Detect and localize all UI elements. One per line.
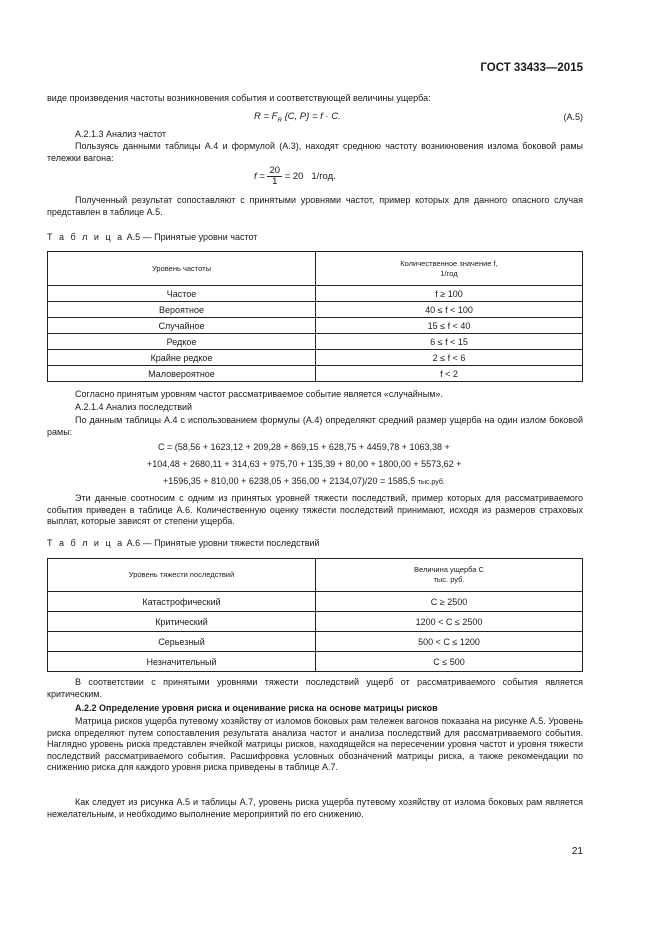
section-heading-a22: А.2.2 Определение уровня риска и оценивание риска на основе матрицы рисков: [75, 703, 438, 713]
table-row: Случайное: [48, 318, 316, 334]
standard-header: ГОСТ 33433—2015: [480, 62, 583, 74]
table-a5-header-level: Уровень частоты: [48, 252, 316, 286]
table-a5-caption: Т а б л и ц а А.5 — Принятые уровни частот: [47, 232, 258, 242]
table-row: 1200 < C ≤ 2500: [316, 612, 583, 632]
table-row: f ≥ 100: [316, 286, 583, 302]
formula-frequency: f = $\frac{20}{1}$ = 20 1/год.: [254, 165, 336, 187]
table-row: C ≥ 2500: [316, 592, 583, 612]
paragraph-a214-2: Эти данные соотносим с одним из принятых уровней тяжести последствий, пример которых для рассматриваемого события приведен в таблице А.6. Количественную оценку тяжести последствий принимают, исходя из размеров страховых выплат, которые зависят от степени ущерба.: [47, 493, 583, 527]
table-row: Редкое: [48, 334, 316, 350]
damage-calc-line-1: C = (58,56 + 1623,12 + 209,28 + 869,15 + 628,75 + 4459,78 + 1063,38 +: [158, 442, 450, 452]
paragraph-a22-1: Матрица рисков ущерба путевому хозяйству от изломов боковых рам тележек вагонов показана на рисунке А.5. Уровень риска определяют путем сопоставления результата анализа частот и анализа последствий для рассматриваемого события. Наглядно уровень риска представлен ячейкой матрицы рисков, находящейся на пересечении уровня частот и уровня тяжести последствий рассматриваемого события. Расшифровка условных обозначений матрицы риска, а также рекомендации по снижению риска для каждого уровня риска приведены в таблице А.7.: [47, 716, 583, 773]
table-row: Серьезный: [48, 632, 316, 652]
table-row: 6 ≤ f < 15: [316, 334, 583, 350]
table-row: Незначительный: [48, 652, 316, 672]
table-a6-header-value: Величина ущерба C тыс. руб.: [316, 559, 583, 592]
table-a5-header-value: Количественное значение f, 1/год: [316, 252, 583, 286]
table-row: Частое: [48, 286, 316, 302]
damage-calc-line-3: +1596,35 + 810,00 + 6238,05 + 356,00 + 2134,07)/20 = 1585,5 тыс.руб.: [163, 476, 445, 486]
table-row: Вероятное: [48, 302, 316, 318]
paragraph-a22-2: Как следует из рисунка А.5 и таблицы А.7, уровень риска ущерба путевому хозяйству от излома боковых рам является нежелательным, и необходимо выполнение мероприятий по его снижению.: [47, 797, 583, 819]
table-row: Крайне редкое: [48, 350, 316, 366]
table-row: 500 < C ≤ 1200: [316, 632, 583, 652]
paragraph-a214-1: По данным таблицы А.4 с использованием формулы (А.4) определяют средний размер ущерба на один излом боковой рамы:: [47, 415, 583, 437]
table-row: 40 ≤ f < 100: [316, 302, 583, 318]
formula-a5: $R = F_R$ {C, P} = f · C.: [254, 111, 341, 124]
damage-calc-line-2: +104,48 + 2680,11 + 314,63 + 975,70 + 135,39 + 80,00 + 1800,00 + 5573,62 +: [147, 459, 462, 469]
formula-a5-number: (А.5): [563, 112, 583, 122]
table-row: 15 ≤ f < 40: [316, 318, 583, 334]
page-number: 21: [571, 846, 583, 857]
section-heading-a213: А.2.1.3 Анализ частот: [75, 129, 167, 139]
table-row: C ≤ 500: [316, 652, 583, 672]
table-a6: [47, 558, 583, 672]
table-row: Маловероятное: [48, 366, 316, 382]
table-a6-header-level: Уровень тяжести последствий: [48, 559, 316, 592]
paragraph-a213-2: Полученный результат сопоставляют с принятыми уровнями частот, пример которых для данного опасного случая представлен в таблице А.5.: [47, 195, 583, 217]
intro-text: виде произведения частоты возникновения события и соответствующей величины ущерба:: [47, 93, 431, 103]
paragraph-a213-1: Пользуясь данными таблицы А.4 и формулой (А.3), находят среднюю частоту возникновения излома боковой рамы тележки вагона:: [47, 141, 583, 163]
paragraph-after-a6: В соответствии с принятыми уровнями тяжести последствий ущерб от рассматриваемого события является критическим.: [47, 677, 583, 699]
paragraph-after-a5: Согласно принятым уровням частот рассматриваемое событие является «случайным».: [75, 389, 443, 399]
table-a6-caption: Т а б л и ц а А.6 — Принятые уровни тяжести последствий: [47, 538, 320, 548]
table-row: Критический: [48, 612, 316, 632]
table-row: 2 ≤ f < 6: [316, 350, 583, 366]
section-heading-a214: А.2.1.4 Анализ последствий: [75, 402, 193, 412]
table-a5: [47, 251, 583, 382]
table-row: Катастрофический: [48, 592, 316, 612]
table-row: f < 2: [316, 366, 583, 382]
